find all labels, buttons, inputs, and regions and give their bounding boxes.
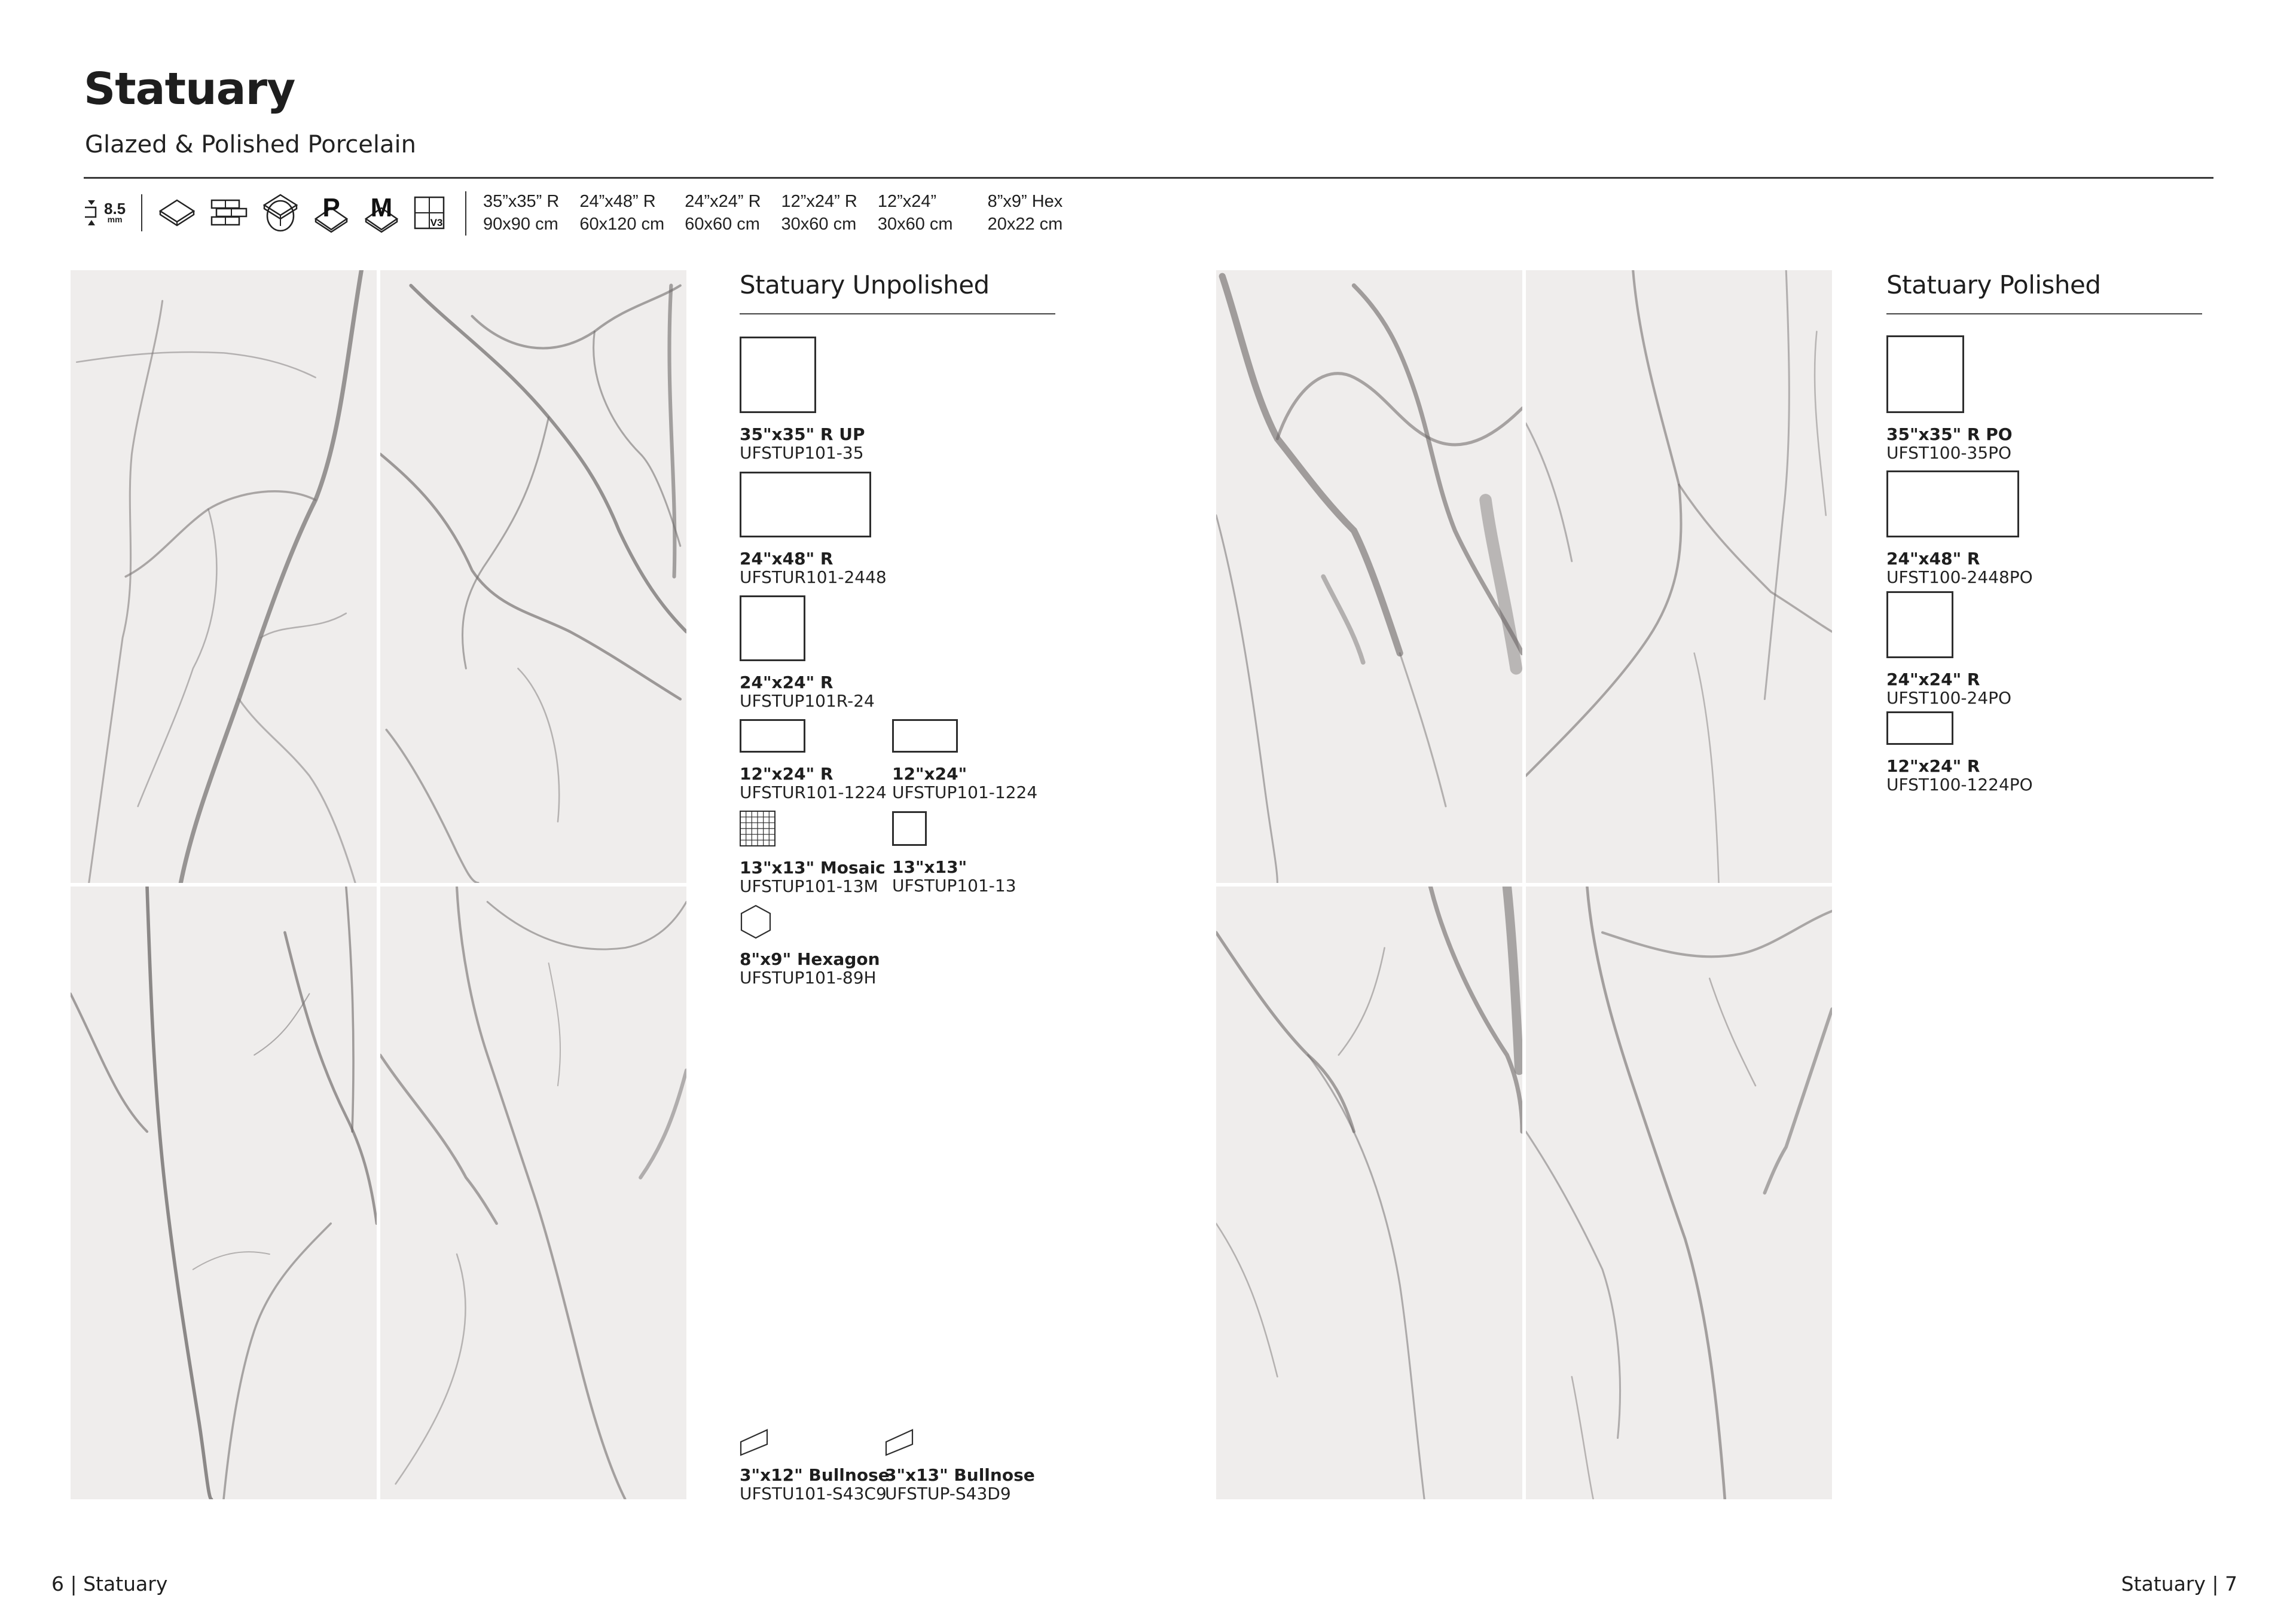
size-item: 24”x48” R 60x120 cm	[579, 192, 665, 234]
size-item: 12”x24” R 30x60 cm	[781, 192, 857, 234]
tile-shape-square	[1886, 591, 1953, 658]
product-code: UFSTUR101-2448	[740, 567, 887, 587]
tile-shape-square	[740, 337, 816, 413]
sizes-divider	[465, 191, 466, 236]
product-item[interactable]	[892, 811, 1016, 895]
product-size: 12"x24" R	[1886, 756, 1980, 776]
divider	[141, 194, 142, 231]
marble-image-polished	[1216, 270, 1832, 1499]
marble-tile	[380, 270, 686, 883]
section-divider	[740, 313, 1055, 314]
svg-text:P: P	[322, 193, 340, 222]
tile-shape-rectangle	[740, 472, 871, 537]
bullnose-icon	[885, 1429, 915, 1456]
tile-shape-square	[1886, 335, 1964, 413]
product-size: 12"x24" R	[740, 764, 833, 784]
product-code: UFSTUP101-13M	[740, 876, 878, 896]
floor-tile-icon	[158, 198, 196, 228]
svg-text:M: M	[370, 193, 393, 222]
product-item[interactable]	[740, 337, 865, 462]
page-subtitle: Glazed & Polished Porcelain	[85, 131, 416, 158]
product-code: UFST100-2448PO	[1886, 567, 2033, 587]
tile-shape-square	[892, 811, 927, 846]
page-number-right: Statuary | 7	[2121, 1572, 2237, 1596]
size-item: 35”x35” R 90x90 cm	[483, 192, 560, 234]
thickness-icon	[83, 199, 100, 227]
page-title: Statuary	[84, 63, 295, 115]
marble-tile	[1526, 270, 1832, 883]
product-size: 35"x35" R PO	[1886, 424, 2013, 444]
exterior-frost-icon	[262, 193, 299, 233]
header-divider	[84, 177, 2213, 179]
thickness-spec	[83, 199, 126, 227]
section-title-unpolished: Statuary Unpolished	[740, 270, 990, 299]
product-size: 24"x24" R	[740, 673, 833, 692]
product-code: UFSTUR101-1224	[740, 783, 887, 802]
spec-icons-row	[83, 190, 459, 236]
svg-text:V3: V3	[430, 217, 443, 228]
product-code: UFSTUP101-13	[892, 876, 1016, 895]
marble-tile	[71, 270, 377, 883]
product-item[interactable]	[1886, 711, 2033, 794]
matte-finish-icon	[364, 192, 399, 233]
product-code: UFST100-1224PO	[1886, 775, 2033, 794]
trim-size: 3"x12" Bullnose	[740, 1465, 890, 1485]
product-item[interactable]	[1886, 335, 2013, 462]
product-size: 35"x35" R UP	[740, 424, 865, 444]
section-title-polished: Statuary Polished	[1886, 270, 2101, 299]
tile-shape-rectangle	[892, 719, 958, 753]
product-code: UFST100-35PO	[1886, 443, 2012, 463]
trim-item[interactable]	[740, 1429, 890, 1503]
size-item: 8”x9” Hex 20x22 cm	[987, 192, 1063, 234]
size-item: 12”x24” 30x60 cm	[877, 192, 953, 234]
marble-tile	[1216, 887, 1522, 1499]
product-item[interactable]	[740, 719, 887, 802]
product-item[interactable]	[740, 472, 887, 586]
tile-shape-rectangle	[1886, 711, 1953, 745]
marble-tile	[380, 887, 686, 1499]
product-size: 24"x24" R	[1886, 670, 1980, 689]
product-item[interactable]	[740, 595, 875, 710]
mosaic-grid-icon	[740, 811, 775, 846]
trim-size: 3"x13" Bullnose	[885, 1465, 1035, 1485]
trim-item[interactable]	[885, 1429, 1035, 1503]
page-number-left: 6 | Statuary	[51, 1572, 168, 1596]
bullnose-icon	[740, 1429, 770, 1456]
product-code: UFSTUP101-1224	[892, 783, 1038, 802]
marble-tile	[71, 887, 377, 1499]
trim-code: UFSTUP-S43D9	[885, 1484, 1011, 1503]
tile-shape-rectangle	[1886, 470, 2019, 537]
product-item[interactable]	[740, 811, 886, 895]
trim-code: UFSTU101-S43C9	[740, 1484, 887, 1503]
thickness-value: 8.5 mm	[104, 200, 126, 225]
size-item: 24”x24” R 60x60 cm	[685, 192, 761, 234]
product-code: UFSTUP101R-24	[740, 691, 875, 711]
product-size: 12"x24"	[892, 764, 967, 784]
marble-image-unpolished	[71, 270, 686, 1499]
product-size: 8"x9" Hexagon	[740, 949, 880, 969]
product-code: UFST100-24PO	[1886, 688, 2012, 708]
section-divider	[1886, 313, 2202, 314]
shade-variation-icon	[414, 196, 445, 230]
marble-tile	[1526, 887, 1832, 1499]
wall-brick-icon	[210, 199, 248, 227]
size-list	[483, 190, 1083, 236]
product-item[interactable]	[892, 719, 1037, 802]
product-size: 24"x48" R	[740, 549, 833, 568]
polished-finish-icon	[313, 192, 349, 233]
product-size: 13"x13"	[892, 857, 967, 877]
product-code: UFSTUP101-89H	[740, 968, 877, 988]
product-item[interactable]	[740, 904, 880, 987]
marble-tile	[1216, 270, 1522, 883]
tile-shape-square	[740, 595, 805, 661]
product-size: 24"x48" R	[1886, 549, 1980, 568]
product-item[interactable]	[1886, 591, 2011, 707]
product-size: 13"x13" Mosaic	[740, 858, 886, 878]
product-code: UFSTUP101-35	[740, 443, 864, 463]
hexagon-icon	[740, 904, 772, 939]
product-item[interactable]	[1886, 470, 2033, 586]
tile-shape-rectangle	[740, 719, 805, 753]
